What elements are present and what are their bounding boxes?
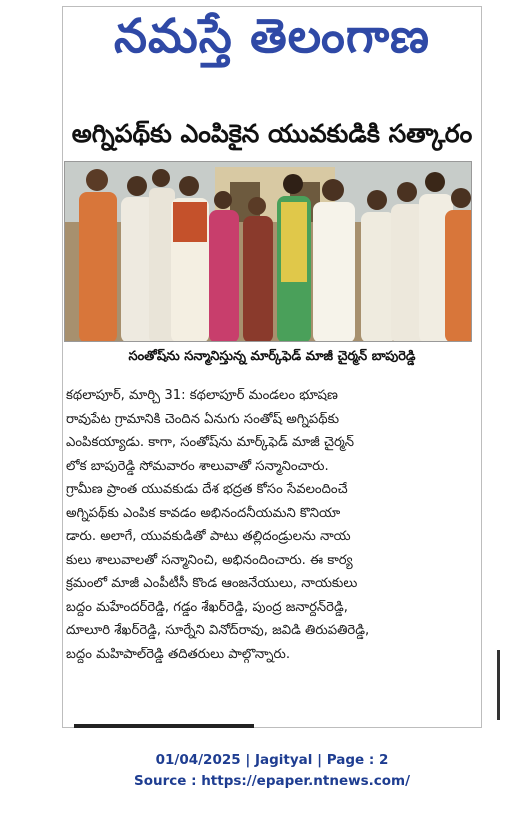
article-line: అగ్నిపథ్‌కు ఎంపిక కావడం అభినందనీయమని కొనియా [66,505,341,521]
source-url-line[interactable]: Source : https://epaper.ntnews.com/ [133,773,411,789]
article-line: గ్రామీణ ప్రాంత యువకుడు దేశ భద్రత కోసం సేవలందించే [66,482,348,497]
article-line: లోక బాపురెడ్డి సోమవారం శాలువాతో సన్మానించారు. [66,458,329,474]
cut-off-text-line [66,96,286,102]
article-line: క్రమంలో మాజీ ఎంపీటీసీ కొండ ఆంజనేయులు, నాయకులు [66,576,358,591]
article-line: ఎంపికయ్యాడు. కాగా, సంతోష్‌ను మార్క్‌ఫెడ్ మాజీ చైర్మన్ [66,435,355,450]
group-photo-illustration [65,162,472,342]
cut-off-next-headline [66,724,478,730]
article-headline: అగ్నిపథ్‌కు ఎంపికైన యువకుడికి సత్కారం [71,119,473,148]
article-body [66,384,478,666]
masthead-title: నమస్తే తెలంగాణ [114,9,430,64]
edition-date-line: 01/04/2025 | Jagityal | Page : 2 [155,752,389,768]
masthead [62,8,482,76]
photo-caption: సంతోష్‌ను సన్మానిస్తున్న మార్క్‌ఫెడ్ మాజీ చైర్మన్ బాపురెడ్డి [128,349,416,364]
article-line: దూలూరి శేఖర్‌రెడ్డి, సూర్నేని వినోద్‌రావు, జవిడి తిరుపతిరెడ్డి, [66,623,370,638]
article-line: డారు. అలాగే, యువకుడితో పాటు తల్లిదండ్రులను నాయ [66,529,351,544]
article-line: బద్దం మహేందర్‌రెడ్డి, గడ్డం శేఖర్‌రెడ్డి, పుంద్ర జనార్దన్‌రెడ్డి, [66,599,348,615]
article-line: కులు శాలువాలతో సన్మానించి, అభినందించారు. ఈ కార్య [66,552,353,568]
article-photo [64,161,472,342]
article-line: బద్దం మహిపాల్‌రెడ్డి తదితరులు పాల్గొన్నారు. [66,646,291,662]
article-line: రావుపేట గ్రామానికి చెందిన ఏనుగు సంతోష్ అగ్నిపథ్‌కు [66,411,340,427]
article-line: కథలాపూర్, మార్చి 31: కథలాపూర్ మండలం భూషణ [66,388,338,403]
page-edge-mark [497,650,500,720]
